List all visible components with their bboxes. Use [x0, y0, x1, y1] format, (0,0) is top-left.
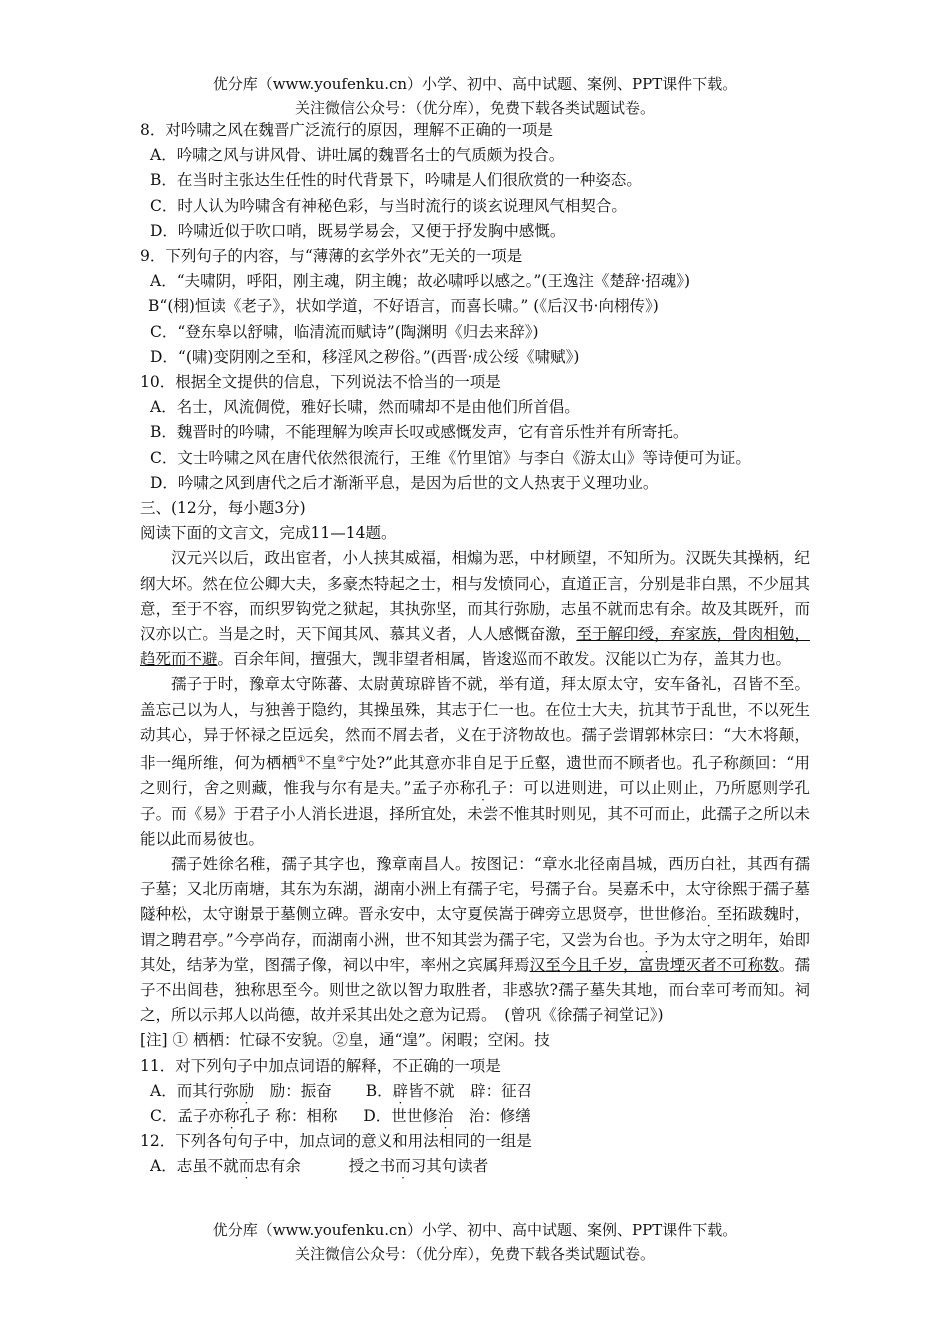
q10-stem: 10．根据全文提供的信息，下列说法不恰当的一项是: [140, 373, 501, 392]
q8-option-c: C．时人认为吟啸含有神秘色彩，与当时流行的谈玄说理风气相契合。: [150, 196, 627, 215]
q9-option-a: A．“夫啸阴，呼阳，刚主魂，阴主魄；故必啸呼以感之。”(王逸注《楚辞·招魂》): [150, 272, 691, 291]
dotted-word: 而: [238, 1157, 255, 1176]
passage-text: 。百余年间，擅强大，觊非望者相属，皆逡巡而不敢发。汉能以亡为存，盖其力也。: [217, 650, 792, 669]
q8-stem: 8．对吟啸之风在魏晋广泛流行的原因，理解不正确的一项是: [140, 121, 553, 139]
passage-text: 。孺子不出闾巷，独称思至今。则世之欲以智力取胜者，非惑欤?孺子墓失其地，而台幸可考而知。祠之，所以示邦人以尚德，故并采其出处之意为记焉。 (曾巩《徐孺子祠堂记》): [140, 955, 810, 1025]
question-content: [140, 118, 810, 1180]
passage-text: 。至拓跋魏时，谓之聘君亭。”今亭尚存，而湖南小洲，世不知其尝为孺子宅，又尝为台: [140, 905, 810, 949]
option-text: A．志虽不就: [150, 1157, 239, 1176]
q10-option-c: C．文士吟啸之风在唐代依然很流行，王维《竹里馆》与李白《游太山》等诗便可为证。: [150, 448, 751, 467]
header-line-1: 优分库（www.youfenku.cn）小学、初中、高中试题、案例、PPT课件下载。: [212, 75, 738, 93]
q9-option-c: C．“登东皋以舒啸，临清流而赋诗”(陶渊明《归去来辞》): [150, 322, 539, 341]
q8-option-a: A．吟啸之风与讲风骨、讲吐属的魏晋名士的气质颇为投合。: [150, 146, 565, 165]
q11-option-a: [150, 1082, 332, 1100]
q11-row-2: [140, 1104, 810, 1129]
q11-row-1: [140, 1079, 810, 1104]
passage-text: 宁处?”此其意亦非自足于丘壑，遗世而不顾者也。孔子称颜回：“用之则行，舍之则藏，惟我与尔有是夫。”孟子亦: [140, 754, 810, 798]
underlined-sentence-2: 汉至今且千岁，富贵堙灭者不可称数: [529, 955, 779, 974]
q9-option-b: B“(栩)恒读《老子》，状如学道，不好语言，而喜长啸。” (《后汉书·向栩传》): [148, 297, 659, 316]
option-text: 忠有余: [254, 1157, 301, 1176]
dotted-word: 也: [623, 930, 639, 949]
q9-stem: 9．下列句子的内容，与“薄薄的玄学外衣”无关的一项是: [140, 247, 523, 266]
option-text: 治：修缮: [453, 1107, 531, 1126]
q11-option-d: [363, 1107, 530, 1125]
q11-option-b: [366, 1082, 532, 1100]
passage-text: 孺子姓徐名稚，孺子其字也，豫章南昌人。按图记：“章水北径南昌城，西历白社，其西有孺子墓；又北历南塘，其东为东湖，湖南小洲上有孺子宅，号孺子台。吴嘉禾中，太守徐熙于孺子墓隧种松，太守谢景于墓侧立碑。晋永安中，太守夏侯嵩于碑旁立思贤亭，世世修: [140, 855, 810, 924]
q8-option-b: B．在当时主张达生任性的时代背景下，吟啸是人们很欣赏的一种姿态。: [150, 171, 642, 190]
q10-option-d: D．吟啸之风到唐代之后才渐渐平息，是因为后世的文人热衷于义理功业。: [150, 473, 659, 492]
dotted-word: 称: [223, 1107, 240, 1126]
q8-option-d: D．吟啸近似于吹口哨，既易学易会，又便于抒发胸中感慨。: [150, 221, 566, 240]
passage-paragraph-1: [140, 546, 810, 672]
dotted-word: 励: [238, 1081, 255, 1100]
q12-stem: 12．下列各句句子中，加点词的意义和用法相同的一组是: [140, 1132, 532, 1151]
dotted-word: 称: [459, 779, 476, 798]
option-text: A．而其行弥: [150, 1081, 239, 1100]
option-text: 励：振奋: [254, 1081, 332, 1100]
q9-option-d: D．“(啸)变阴刚之至和，移淫风之秽俗。”(西晋·成公绥《啸赋》): [150, 347, 580, 366]
option-text: D．世世修: [363, 1107, 438, 1126]
dotted-word: 辟: [392, 1081, 409, 1100]
footnote-mark-2: ②: [337, 755, 346, 766]
option-text: C．孟子亦: [150, 1107, 224, 1126]
passage-text: 。予为太守之明年，始即其处，结茅为堂，图孺子像，祠以中牢，率州之宾属拜焉: [140, 930, 810, 974]
footer-line-2: 关注微信公众号：（优分库），免费下载各类试题试卷。: [294, 1245, 655, 1263]
dotted-word: 治: [685, 905, 701, 924]
q10-option-b: B．魏晋时的吟啸，不能理解为唉声长叹或感慨发声，它有音乐性并有所寄托。: [150, 423, 689, 442]
passage-text: 孔子：可以进则进，可以止则止，乃所愿则学孔子。而《易》于君子小人消长进退，择所宜处，未尝不惟其时则见，其不可而止，此孺子之所以未能以此而易彼也。: [140, 779, 810, 848]
underlined-sentence-1: 至于解印绶，弃家族，骨肉相勉，趋死而不避: [140, 625, 810, 669]
option-text: 习其句读者: [410, 1157, 489, 1176]
q10-option-a: A．名士，风流倜傥，雅好长啸，然而啸却不是由他们所首倡。: [150, 398, 580, 417]
q11-stem: 11．对下列句子中加点词语的解释，不正确的一项是: [140, 1056, 501, 1075]
passage-text: 孺子于时，豫章太守陈蕃、太尉黄琼辟皆不就，举有道，拜太原太守，安车备礼，召皆不至。盖忘己以为人，与独善于隐约，其操虽殊，其志于仁一也。在位士大夫，抗其节于乱世，不以死生动其心，异于怀禄之臣远矣，然而不屑去者，义在于济物故也。孺子尝谓郭林宗曰：“大木将颠，非一绳所维，何为栖栖: [140, 675, 810, 773]
passage-paragraph-3: [140, 852, 810, 1028]
footer-line-1: 优分库（www.youfenku.cn）小学、初中、高中试题、案例、PPT课件下载。: [212, 1221, 738, 1239]
section-3-intro: 阅读下面的文言文，完成11—14题。: [140, 524, 397, 543]
section-3-title: 三、(12分，每小题3分): [140, 499, 306, 518]
header-line-2: 关注微信公众号：（优分库），免费下载各类试题试卷。: [294, 99, 655, 117]
passage-text: 不皇: [305, 754, 337, 773]
option-text: B．: [365, 1081, 393, 1100]
footnote: [注] ① 栖栖：忙碌不安貌。②皇，通“遑”。闲暇；空闲。技: [140, 1031, 550, 1050]
option-text: 孔子 称：相称: [239, 1107, 338, 1126]
footnote-mark-1: ①: [297, 755, 306, 766]
passage-paragraph-2: [140, 672, 810, 852]
q12-option-a: [140, 1154, 810, 1179]
option-text: 授之书: [348, 1157, 396, 1176]
dotted-word: 而: [395, 1157, 411, 1176]
option-text: 皆不就 辟：征召: [408, 1081, 533, 1100]
dotted-word: 治: [437, 1107, 454, 1126]
passage-text: 汉元兴以后，政出宦者，小人挟其威福，相煽为恶，中材顾望，不知所为。汉既失其操柄，纪纲大坏。然在位公卿大夫，多豪杰特起之士，相与发愤同心，直道正言，分别是非白黑，不少屈其意，至于不容，而织罗钩党之狱起，其执弥坚，而其行弥励，志虽不就而忠有余。故及其既歼，而汉亦以亡。当是之时，天下闻其风、慕其义者，人人感慨奋激，: [140, 549, 810, 644]
